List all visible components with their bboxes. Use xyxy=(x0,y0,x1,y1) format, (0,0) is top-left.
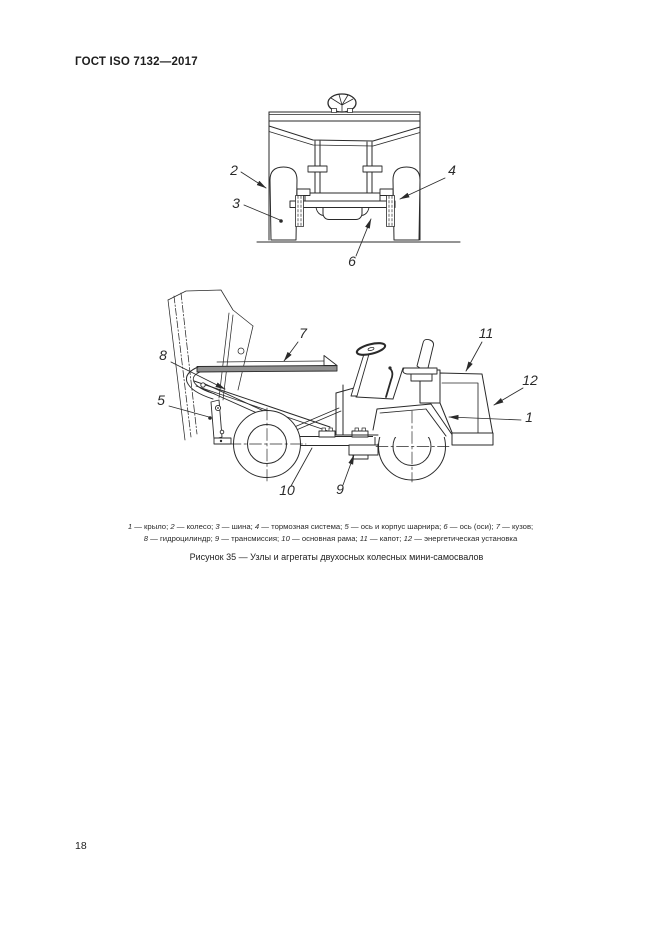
callout-6: 6 xyxy=(348,253,356,269)
seat xyxy=(403,339,437,381)
main-frame xyxy=(291,428,375,446)
callout-1: 1 xyxy=(525,409,533,425)
callout-4: 4 xyxy=(448,162,456,178)
front-view-drawing xyxy=(220,88,470,273)
figure-legend: 1 — крыло; 2 — колесо; 3 — шина; 4 — тормозная система; 5 — ось и корпус шарнира; 6 — ось (оси); 7 — кузов; 8 — гидроцилиндр; 9 — трансмиссия; 10 — основная рама; 11 — капот; 12 — энергетическая установка xyxy=(127,522,534,543)
callout-12: 12 xyxy=(522,372,538,388)
callout-10: 10 xyxy=(279,482,295,498)
rear-fender xyxy=(373,404,453,437)
callout-3: 3 xyxy=(232,195,240,211)
figure-front-view xyxy=(220,88,470,273)
standard-header: ГОСТ ISO 7132—2017 xyxy=(75,56,198,68)
page-number: 18 xyxy=(75,840,87,852)
callout-8: 8 xyxy=(159,347,167,363)
steering-column xyxy=(351,354,369,396)
callout-5: 5 xyxy=(157,392,165,408)
callout-11: 11 xyxy=(478,325,494,341)
figure-caption: Рисунок 35 — Узлы и агрегаты двухосных колесных мини-самосвалов xyxy=(189,552,484,562)
power-unit-step xyxy=(452,433,493,445)
figure-side-view xyxy=(140,285,560,510)
callout-9: 9 xyxy=(336,481,344,497)
cab-steering-wheel xyxy=(356,341,386,357)
steering-wheel-icon xyxy=(328,94,356,113)
callout-2: 2 xyxy=(230,162,238,178)
hoist-posts xyxy=(308,141,382,193)
side-view-drawing xyxy=(140,285,560,510)
hinge-bracket xyxy=(211,400,231,444)
callout-7: 7 xyxy=(299,325,307,341)
axle-assembly xyxy=(290,193,395,220)
control-lever xyxy=(386,366,392,397)
front-right-wheel xyxy=(393,167,420,240)
